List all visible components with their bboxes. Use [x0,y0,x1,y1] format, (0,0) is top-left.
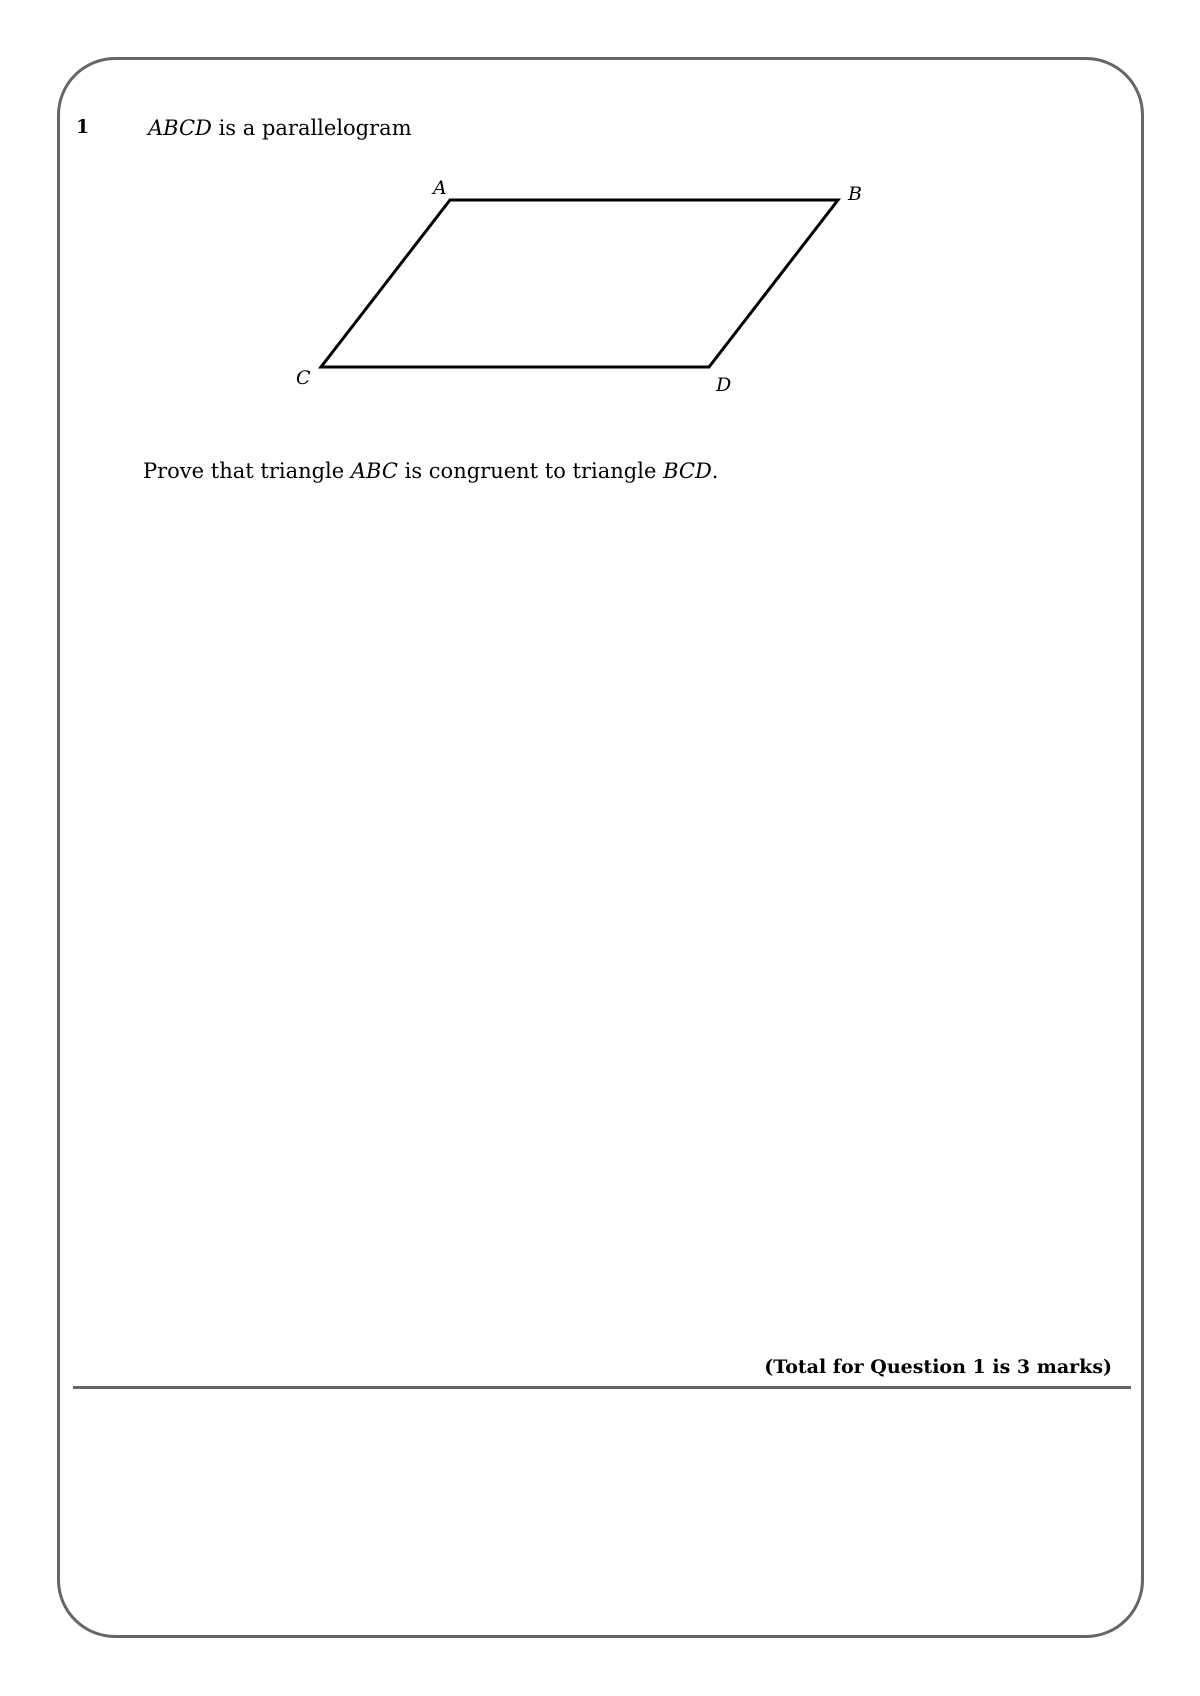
question-divider [73,1386,1131,1389]
question-intro [148,116,412,140]
instruction-part3: . [711,459,719,483]
instruction-part1: Prove that triangle [143,459,351,483]
vertex-label-b: B [848,183,862,205]
question-instruction [143,459,718,483]
page-border [57,57,1144,1638]
intro-shape-name: ABCD [148,116,212,140]
instruction-part2: is congruent to triangle [397,459,664,483]
vertex-label-d: D [716,374,732,396]
total-marks: (Total for Question 1 is 3 marks) [764,1356,1112,1378]
vertex-label-c: C [296,367,311,389]
question-number: 1 [76,116,90,138]
instruction-triangle-1: ABC [350,459,398,483]
intro-text: is a parallelogram [211,116,412,140]
vertex-label-a: A [433,177,447,199]
instruction-triangle-2: BCD [663,459,712,483]
